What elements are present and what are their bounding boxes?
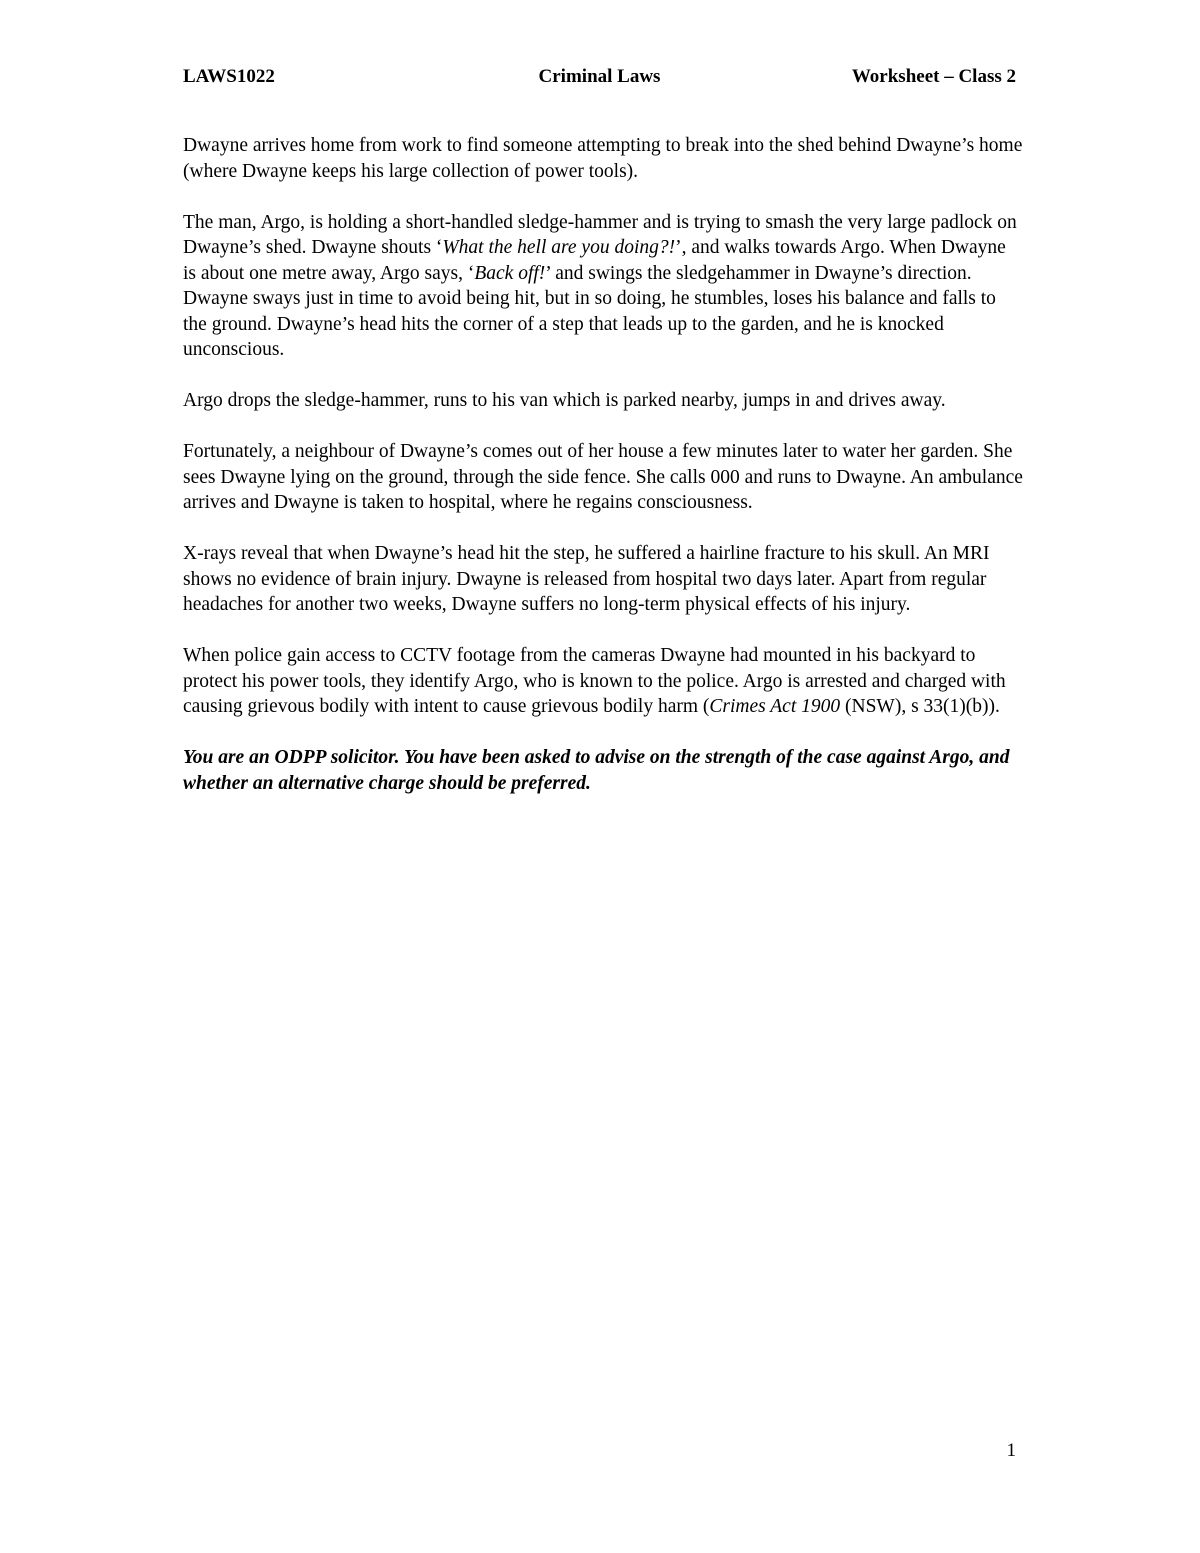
- paragraph-1: Dwayne arrives home from work to find someone attempting to break into the shed behind Dwayne’s home (where Dwayne keeps his large collection of power tools).: [183, 135, 1023, 182]
- statute-name: Crimes Act 1900: [709, 696, 841, 717]
- header-course-code: LAWS1022: [183, 66, 275, 87]
- paragraph-2-text-c: ’ and swings the sledgehammer in Dwayne’s direction. Dwayne sways just in time to avoid being hit, but in so doing, he stumbles, loses his balance and falls to the ground. Dwayne’s head hits the corner of a step that leads up to the garden, and he is knocked unconscious.: [183, 262, 996, 360]
- paragraph-3: Argo drops the sledge-hammer, runs to his van which is parked nearby, jumps in and drives away.: [183, 390, 946, 411]
- paragraph-2-text-a: The man, Argo, is holding a short-handled sledge-hammer and is trying to smash the very large padlock on Dwayne’s shed. Dwayne shouts ‘: [183, 211, 1017, 258]
- paragraph-2-text-b: ’, and walks towards Argo. When Dwayne is about one metre away, Argo says, ‘: [183, 237, 1006, 284]
- quote-back-off: Back off!: [474, 262, 546, 284]
- header-course-name: Criminal Laws: [538, 66, 661, 87]
- task-instruction: You are an ODPP solicitor. You have been asked to advise on the strength of the case against Argo, and whether an alternative charge should be preferred.: [183, 747, 1010, 794]
- paragraph-6-text-b: (NSW), s 33(1)(b)).: [840, 696, 1000, 717]
- page-number: 1: [1006, 1440, 1016, 1461]
- paragraph-6-text-a: When police gain access to CCTV footage from the cameras Dwayne had mounted in his backyard to protect his power tools, they identify Argo, who is known to the police. Argo is arrested and charged with causing grievous bodily with intent to cause grievous bodily harm (: [183, 645, 1006, 717]
- paragraph-4: Fortunately, a neighbour of Dwayne’s comes out of her house a few minutes later to water her garden. She sees Dwayne lying on the ground, through the side fence. She calls 000 and runs to Dwayne. An ambulance arrives and Dwayne is taken to hospital, where he regains consciousness.: [183, 441, 1023, 513]
- quote-what-the-hell: What the hell are you doing?!: [442, 237, 676, 258]
- header-worksheet-label: Worksheet – Class 2: [851, 66, 1016, 87]
- paragraph-6: [183, 643, 1023, 720]
- document-body: [183, 133, 1023, 822]
- page-header: [183, 66, 1016, 92]
- paragraph-2: [183, 210, 1023, 363]
- paragraph-5: X-rays reveal that when Dwayne’s head hit the step, he suffered a hairline fracture to his skull. An MRI shows no evidence of brain injury. Dwayne is released from hospital two days later. Apart from regular headaches for another two weeks, Dwayne suffers no long-term physical effects of his injury.: [183, 543, 990, 615]
